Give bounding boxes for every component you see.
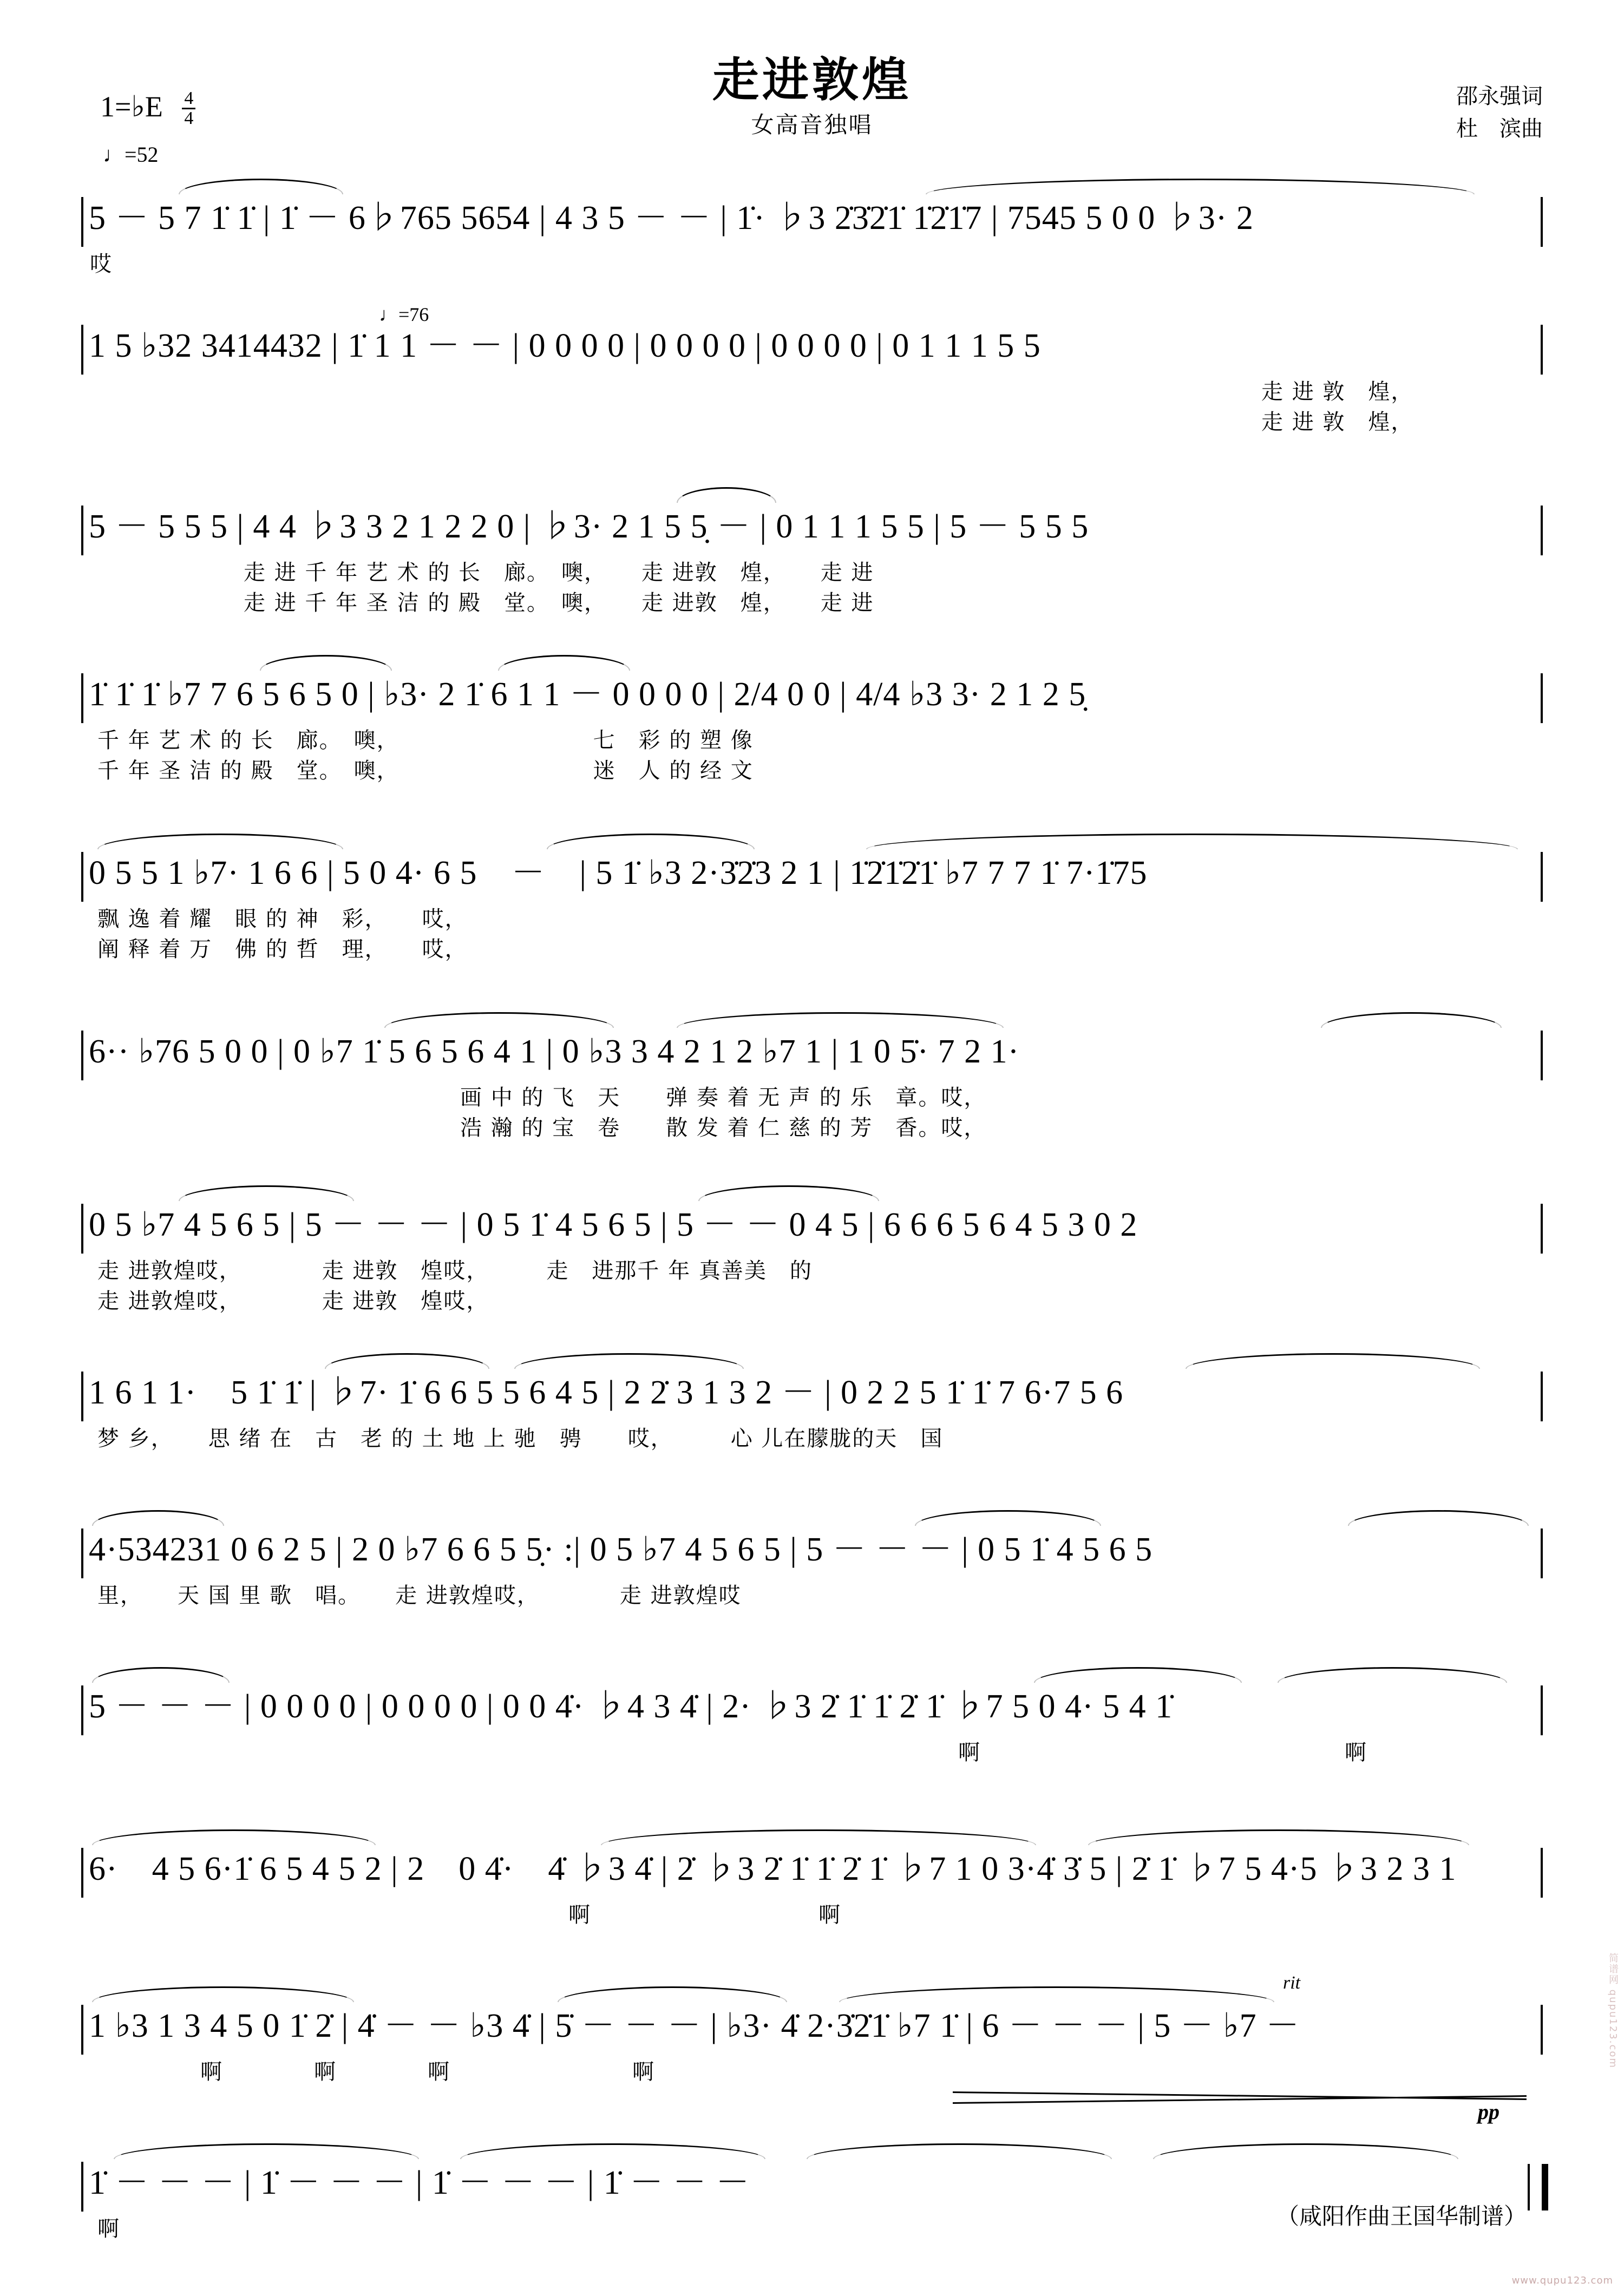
slur	[92, 1510, 224, 1526]
slur	[1186, 1353, 1480, 1369]
slur-row	[81, 2143, 1543, 2162]
music-system	[81, 1667, 1543, 1766]
slur	[1321, 1012, 1502, 1028]
slur-row	[81, 1667, 1543, 1685]
music-system	[81, 179, 1543, 277]
lyric-line: 画 中 的 飞 天 弹 奏 着 无 声 的 乐 章。哎，	[460, 1085, 987, 1110]
diminuendo-hairpin	[953, 2090, 1527, 2107]
dynamic-pp: pp	[1478, 2100, 1499, 2124]
slur	[114, 2143, 419, 2159]
note-row: 6· 4 5 6·1̇ 6 5 4 5 2 | 2 0 4̇· 4̇ ♭3 4̇ | 2̇ ♭3 2̇ 1̇ 1̇ 2̇ 1̇ ♭7 1 0 3·4̇ 3̇ 5 | 2̇ 1̇ ♭7 5 4·5 ♭3 2 3 1	[81, 1848, 1543, 1898]
slur	[179, 1185, 354, 1201]
note-row: 1̇ － － － | 1̇ － － － | 1̇ － － － | 1̇ － － －	[81, 2162, 1543, 2212]
time-signature-denominator: 4	[184, 108, 194, 129]
tempo-marking-2: ♩=76	[379, 304, 429, 325]
slur	[807, 2143, 1112, 2159]
slur	[260, 655, 392, 671]
slur	[97, 834, 343, 849]
lyric-line: 千 年 艺 术 的 长 廊。 噢， 七 彩 的 塑 像	[97, 728, 754, 753]
slur	[547, 834, 755, 849]
slur	[1034, 1667, 1242, 1683]
slur	[1278, 1667, 1507, 1683]
slur-row	[81, 179, 1543, 197]
slur-row	[81, 1829, 1543, 1848]
slur-row	[81, 1353, 1543, 1372]
slur	[558, 1986, 787, 2002]
lyric-line: 走 进敦煌哎， 走 进敦 煌哎，	[97, 1289, 489, 1314]
lyric-line: 浩 瀚 的 宝 卷 散 发 着 仁 慈 的 芳 香。哎，	[460, 1116, 987, 1140]
note-row: 4·534231 0 6 2 5 | 2 0 ♭7 6 6 5 5̣· :| 0 5 ♭7 4 5 6 5 | 5 － － － | 0 5 1̇ 4 5 6 5	[81, 1529, 1543, 1578]
slur-row	[81, 1986, 1543, 2005]
slur	[677, 1012, 1004, 1028]
slur	[1348, 1510, 1529, 1526]
lyric-line: 啊	[97, 2216, 120, 2241]
lyric-line: 千 年 圣 洁 的 殿 堂。 噢， 迷 人 的 经 文	[97, 758, 754, 783]
slur-row	[81, 655, 1543, 673]
note-row: 1 5 ♭32 3414432 | 1̇ 1 1 － － | 0 0 0 0 | 0 0 0 0 | 0 0 0 0 | 0 1 1 1 5 5	[81, 325, 1543, 375]
lyricist-credit: 邵永强词	[1456, 84, 1543, 109]
slur	[915, 1510, 1101, 1526]
engraver-credit: （咸阳作曲王国华制谱）	[1276, 2203, 1527, 2229]
lyric-line: 里， 天 国 里 歌 唱。 走 进敦煌哎， 走 进敦煌哎	[97, 1583, 742, 1608]
tempo-marking-1: ♩=52	[103, 142, 159, 167]
lyric-line: 哎	[90, 252, 113, 277]
note-row: 0 5 ♭7 4 5 6 5 | 5 － － － | 0 5 1̇ 4 5 6 5 | 5 － － 0 4 5 | 6 6 6 5 6 4 5 3 0 2	[81, 1204, 1543, 1254]
key-signature	[100, 89, 195, 129]
slur-row	[81, 834, 1543, 852]
note-row: 6·· ♭76 5 0 0 | 0 ♭7 1̇ 5 6 5 6 4 1 | 0 ♭3 3 4 2 1 2 ♭7 1 | 1 0 5̇· 7 2 1·	[81, 1031, 1543, 1080]
page-title: 走进敦煌	[712, 53, 912, 107]
slur-row	[81, 1012, 1543, 1031]
music-system	[81, 1353, 1543, 1452]
lyric-line: 走 进 敦 煌，	[1261, 379, 1414, 404]
note-row: 1 ♭3 1 3 4 5 0 1̇ 2̇ | 4̇ － － ♭3 4̇ | 5̇ － － － | ♭3· 4̇ 2·3̇2̇1̇ ♭7 1̇ | 6 － － － | 5 － ♭7 －	[81, 2005, 1543, 2055]
note-row: 5 － － － | 0 0 0 0 | 0 0 0 0 | 0 0 4̇· ♭4 3 4̇ | 2· ♭3 2̇ 1̇ 1̇ 2̇ 1̇ ♭7 5 0 4· 5 4 1̇	[81, 1685, 1543, 1735]
slur	[325, 1353, 489, 1369]
slur	[839, 1986, 1274, 2002]
slur	[460, 2143, 765, 2159]
note-row: 5 － 5 7 1̇ 1̇ | 1̇ － 6♭765 5654 | 4 3 5 － － | 1̇· ♭3 2̇3̇2̇1̇ 1̇2̇1̇7 | 7545 5 0 0 ♭3· 2	[81, 197, 1543, 247]
lyric-line: 走 进 千 年 艺 术 的 长 廊。 噢， 走 进敦 煌， 走 进	[244, 560, 874, 585]
slur	[698, 1185, 879, 1201]
slur	[179, 179, 343, 194]
music-system	[81, 655, 1543, 784]
music-system	[81, 1986, 1543, 2085]
key-signature-label: 1=♭E	[100, 90, 163, 123]
slur	[1153, 2143, 1458, 2159]
lyric-line: 梦 乡， 思 绪 在 古 老 的 土 地 上 驰 骋 哎， 心 儿在朦胧的天 国	[97, 1426, 944, 1451]
slur	[384, 1012, 614, 1028]
lyric-line: 走 进 敦 煌，	[1261, 410, 1414, 435]
slur	[92, 1829, 376, 1845]
slur-row	[81, 1185, 1543, 1204]
composer-credit: 杜 滨曲	[1456, 116, 1543, 141]
slur	[92, 1986, 354, 2002]
note-row: 1 6 1 1· 5 1̇ 1̇ | ♭7· 1̇ 6 6 5 5 6 4 5 | 2 2̇ 3 1 3 2 － | 0 2 2 5 1̇ 1̇ 7 6·7 5 6	[81, 1372, 1543, 1421]
music-system	[81, 1185, 1543, 1314]
slur-row	[81, 1510, 1543, 1529]
slur	[677, 487, 776, 503]
slur	[866, 834, 1518, 849]
slur	[1088, 1829, 1469, 1845]
note-row: 5 － 5 5 5 | 4 4 ♭3 3 2 1 2 2 0 | ♭3· 2 1 5 5̣ － | 0 1 1 1 5 5 | 5 － 5 5 5	[81, 506, 1543, 555]
slur	[601, 1829, 1036, 1845]
music-system	[81, 1012, 1543, 1141]
rit-marking: rit	[1283, 1973, 1301, 1993]
note-row: 0 5 5 1 ♭7· 1 6 6 | 5 0 4· 6 5 － | 5 1̇ ♭3 2·3̇2̇3 2 1 | 1̇2̇1̇2̇1̇ ♭7 7 7 1̇ 7·1̇75	[81, 852, 1543, 902]
lyric-line: 啊 啊	[958, 1740, 1367, 1765]
music-system	[81, 325, 1543, 435]
slur	[92, 1667, 230, 1683]
music-system	[81, 487, 1543, 616]
watermark: www.qupu123.com	[1511, 2275, 1613, 2286]
time-signature-numerator: 4	[182, 89, 195, 109]
note-row: 1̇ 1̇ 1̇ ♭7 7 6 5 6 5 0 | ♭3· 2 1̇ 6 1 1 － 0 0 0 0 | 2/4 0 0 | 4/4 ♭3 3· 2 1 2 5̣	[81, 673, 1543, 723]
lyric-line: 飘 逸 着 耀 眼 的 神 彩， 哎，	[97, 907, 468, 931]
final-barline	[1528, 2164, 1548, 2210]
slur	[514, 1353, 744, 1369]
lyric-line: 阐 释 着 万 佛 的 哲 理， 哎，	[97, 937, 468, 962]
slur	[926, 179, 1475, 194]
side-watermark: 简谱网 qupu123.com	[1607, 1953, 1619, 2069]
lyric-line: 走 进敦煌哎， 走 进敦 煌哎， 走 进那千 年 真善美 的	[97, 1258, 813, 1283]
slur-row	[81, 487, 1543, 506]
music-system	[81, 1510, 1543, 1609]
credits	[1456, 80, 1543, 145]
lyric-line: 啊 啊 啊 啊	[200, 2059, 655, 2084]
music-system	[81, 834, 1543, 962]
slur	[498, 655, 630, 671]
music-system	[81, 1829, 1543, 1928]
time-signature	[182, 89, 195, 128]
lyric-line: 啊 啊	[568, 1903, 841, 1927]
page-subtitle: 女高音独唱	[751, 111, 873, 138]
lyric-line: 走 进 千 年 圣 洁 的 殿 堂。 噢， 走 进敦 煌， 走 进	[244, 591, 874, 615]
